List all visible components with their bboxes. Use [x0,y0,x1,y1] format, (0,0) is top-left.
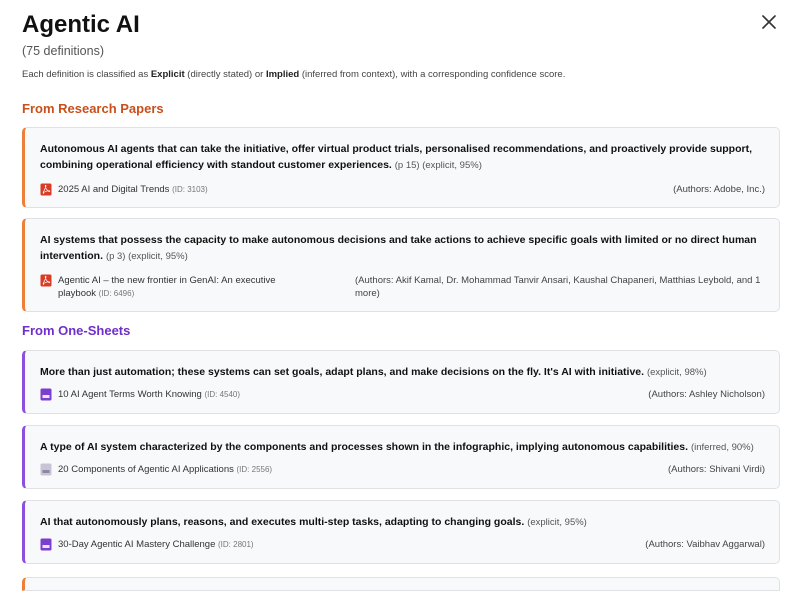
source-link[interactable]: 10 AI Agent Terms Worth Knowing [58,389,202,400]
definition-card [22,425,780,489]
definition-body: AI that autonomously plans, reasons, and executes multi-step tasks, adapting to changing goals. [40,516,525,528]
authors: (Authors: Shivani Virdi) [668,464,765,475]
classification-description [22,68,762,81]
image-file-icon [40,388,52,401]
definition-body: More than just automation; these systems can set goals, adapt plans, and make decisions on the fly. It's AI with initiative. [40,366,645,378]
page-title: Agentic AI [22,11,140,38]
definition-meta: (p 3) (explicit, 95%) [105,251,188,262]
authors: (Authors: Akif Kamal, Dr. Mohammad Tanvir Ansari, Kaushal Chapaneri, Matthias Leybold, and 1 more) [355,275,761,299]
definition-meta: (inferred, 90%) [690,442,754,453]
image-file-icon [40,538,52,551]
desc-text: Each definition is classified as [22,69,151,80]
definition-card [22,218,780,312]
definition-text [40,514,765,531]
authors: (Authors: Adobe, Inc.) [673,184,765,195]
definition-body: A type of AI system characterized by the components and processes shown in the infographic, implying autonomous capabilities. [40,441,689,453]
section-title-one-sheets: From One-Sheets [22,323,131,338]
definition-card [22,127,780,208]
definition-text [40,232,765,265]
desc-text: (inferred from context), with a corresponding confidence score. [299,69,566,80]
source-link[interactable]: 2025 AI and Digital Trends [58,184,170,195]
source-id: (ID: 3103) [172,185,208,194]
pdf-icon [40,183,52,196]
source-id: (ID: 4540) [204,390,241,399]
definition-text [40,439,765,456]
section-title-research-papers: From Research Papers [22,101,164,116]
definition-card [22,500,780,564]
definition-body: AI systems that possess the capacity to make autonomous decisions and take actions to achieve specific goals with limited or no direct human intervention. [40,234,757,262]
definition-card-partial [22,577,780,591]
definition-text [40,141,765,174]
definition-body: Autonomous AI agents that can take the initiative, offer virtual product trials, personalised recommendations, and proactively provide support, combining operational efficiency with standout customer experiences. [40,143,752,171]
source-link[interactable]: 30-Day Agentic AI Mastery Challenge [58,539,216,550]
explicit-label: Explicit [150,69,185,80]
definition-text [40,364,765,381]
close-icon [762,15,776,29]
source-id: (ID: 2556) [236,465,273,474]
desc-text: (directly stated) or [184,69,266,80]
source-id: (ID: 6496) [98,289,135,298]
source-link[interactable]: Agentic AI – the new frontier in GenAI: An executive playbook [58,275,276,299]
pdf-icon [40,274,52,287]
definition-meta: (p 15) (explicit, 95%) [394,160,482,171]
definition-meta: (explicit, 95%) [527,517,587,528]
source-id: (ID: 2801) [218,540,254,549]
definition-count: (75 definitions) [22,44,104,58]
implied-label: Implied [265,69,300,80]
modal-header [22,10,762,81]
definition-meta: (explicit, 98%) [646,367,707,378]
authors: (Authors: Ashley Nicholson) [648,389,765,400]
authors: (Authors: Vaibhav Aggarwal) [645,539,765,550]
definition-card [22,350,780,414]
image-file-icon [40,463,52,476]
source-link[interactable]: 20 Components of Agentic AI Applications [58,464,234,475]
